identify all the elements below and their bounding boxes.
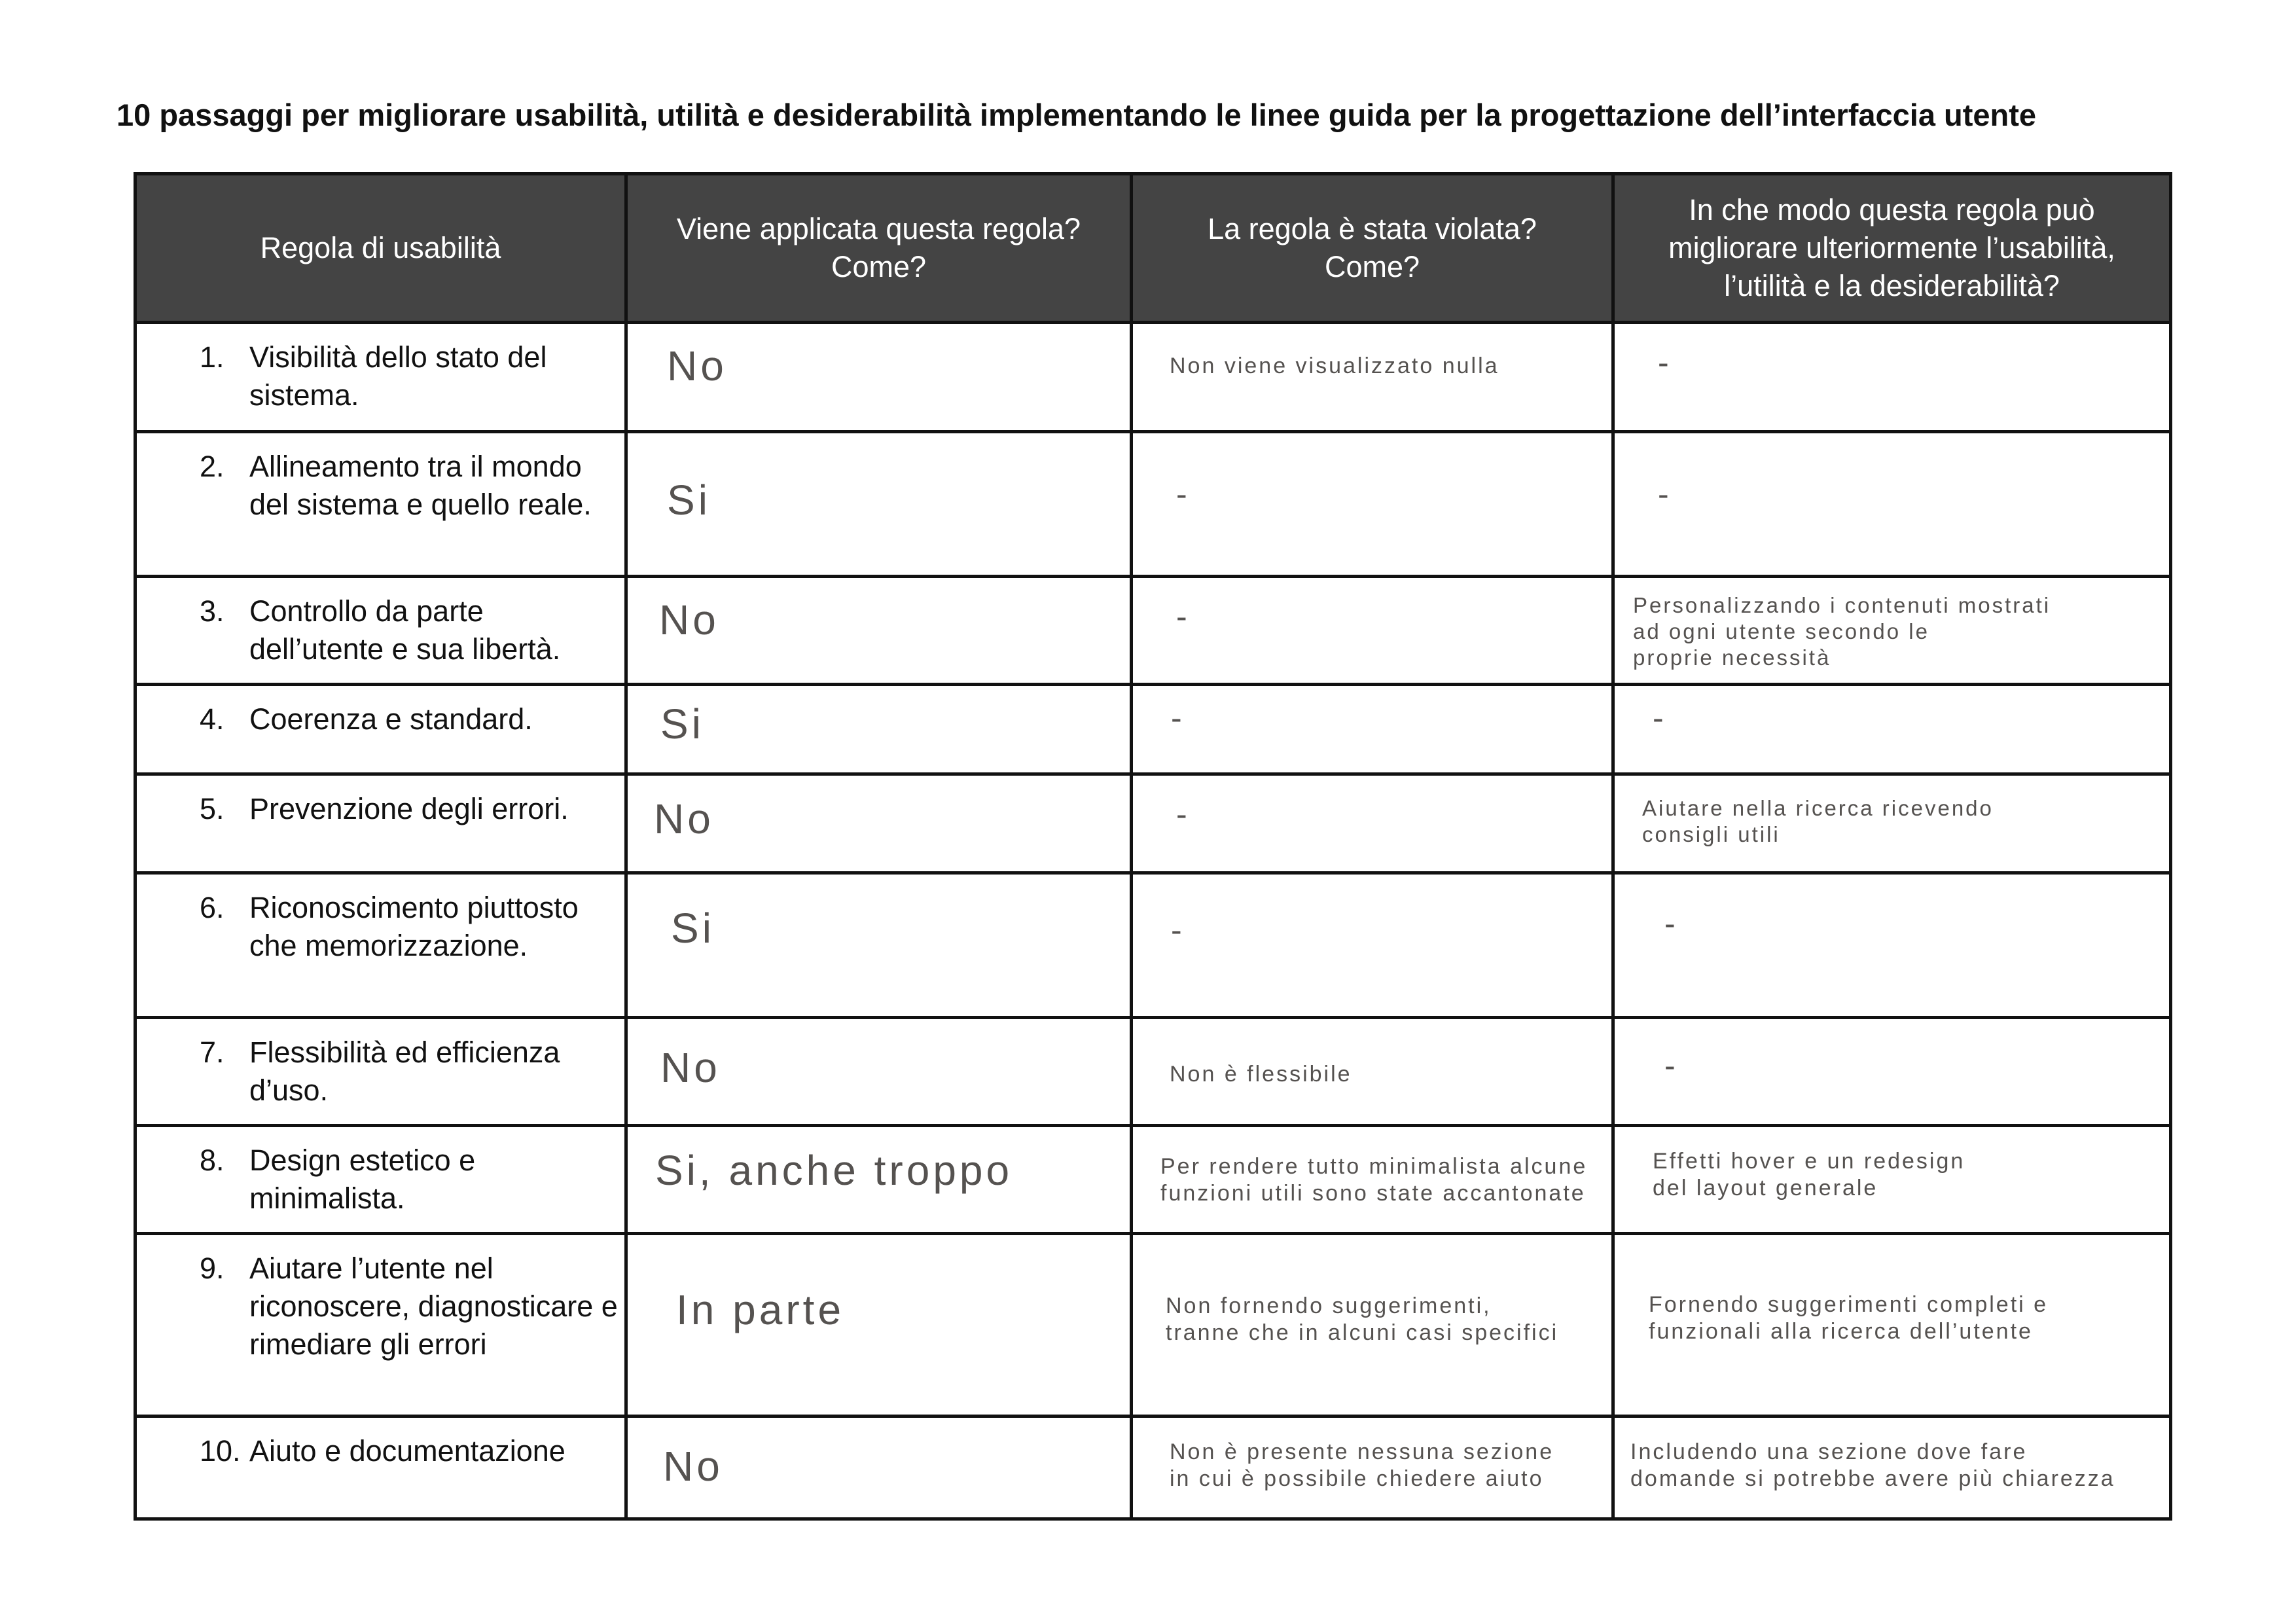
rule-cell xyxy=(135,873,626,1018)
violated-dash: - xyxy=(1176,598,1187,635)
improve-cell xyxy=(1613,1126,2171,1234)
improve-cell xyxy=(1613,323,2171,432)
violated-cell xyxy=(1132,323,1613,432)
rule-cell xyxy=(135,432,626,577)
header-violated: La regola è stata violata? Come? xyxy=(1132,174,1613,323)
rule-text: Visibilità dello stato del sistema. xyxy=(249,340,547,412)
rule-cell xyxy=(135,1416,626,1519)
violated-dash: - xyxy=(1176,796,1187,833)
rule-text: Riconoscimento piuttosto che memorizzazione. xyxy=(249,891,579,962)
rule-cell xyxy=(135,1018,626,1126)
improve-cell xyxy=(1613,873,2171,1018)
table-row xyxy=(135,774,2171,873)
applied-cell xyxy=(626,685,1132,774)
violated-cell xyxy=(1132,1234,1613,1416)
improve-dash: - xyxy=(1658,476,1669,513)
rule-text: Design estetico e minimalista. xyxy=(249,1144,476,1215)
applied-answer: No xyxy=(654,795,714,842)
rule-number: 6. xyxy=(200,891,224,924)
rule-cell xyxy=(135,1126,626,1234)
applied-cell xyxy=(626,1234,1132,1416)
improve-note: Fornendo suggerimenti completi e funzionali alla ricerca dell’utente xyxy=(1649,1292,2049,1344)
violated-cell xyxy=(1132,873,1613,1018)
applied-cell xyxy=(626,432,1132,577)
applied-cell xyxy=(626,323,1132,432)
violated-cell xyxy=(1132,432,1613,577)
rule-text: Allineamento tra il mondo del sistema e quello reale. xyxy=(249,450,592,521)
table-row xyxy=(135,1416,2171,1519)
rule-text: Aiuto e documentazione xyxy=(249,1434,565,1468)
applied-answer: No xyxy=(663,1443,723,1490)
improve-cell xyxy=(1613,1234,2171,1416)
table-row xyxy=(135,1018,2171,1126)
violated-cell xyxy=(1132,774,1613,873)
rule-number: 9. xyxy=(200,1252,224,1285)
rule-cell xyxy=(135,774,626,873)
violated-cell xyxy=(1132,1126,1613,1234)
rule-number: 3. xyxy=(200,594,224,628)
improve-cell xyxy=(1613,685,2171,774)
rule-cell xyxy=(135,685,626,774)
table-row xyxy=(135,1126,2171,1234)
improve-cell xyxy=(1613,1018,2171,1126)
table-row xyxy=(135,1234,2171,1416)
applied-cell xyxy=(626,873,1132,1018)
improve-note: Includendo una sezione dove fare domande si potrebbe avere più chiarezza xyxy=(1630,1439,2115,1491)
violated-cell xyxy=(1132,1416,1613,1519)
rule-cell xyxy=(135,577,626,685)
applied-cell xyxy=(626,1416,1132,1519)
rule-number: 1. xyxy=(200,340,224,374)
rule-text: Flessibilità ed efficienza d’uso. xyxy=(249,1036,560,1107)
violated-note: Non è flessibile xyxy=(1170,1062,1352,1087)
rule-number: 5. xyxy=(200,792,224,825)
violated-note: Non viene visualizzato nulla xyxy=(1170,353,1499,378)
rule-cell xyxy=(135,1234,626,1416)
table-row xyxy=(135,873,2171,1018)
applied-cell xyxy=(626,774,1132,873)
improve-cell xyxy=(1613,1416,2171,1519)
table-row xyxy=(135,577,2171,685)
rule-number: 7. xyxy=(200,1036,224,1069)
violated-dash: - xyxy=(1171,700,1182,736)
applied-cell xyxy=(626,1018,1132,1126)
improve-dash: - xyxy=(1658,344,1669,381)
improve-note: Personalizzando i contenuti mostrati ad ogni utente secondo le proprie necessità xyxy=(1633,593,2051,670)
rule-number: 4. xyxy=(200,702,224,736)
rule-text: Coerenza e standard. xyxy=(249,702,533,736)
rule-number: 2. xyxy=(200,450,224,483)
violated-cell xyxy=(1132,1018,1613,1126)
rule-number: 8. xyxy=(200,1144,224,1177)
usability-rules-table xyxy=(134,172,2172,1521)
applied-cell xyxy=(626,1126,1132,1234)
violated-note: Non fornendo suggerimenti, tranne che in alcuni casi specifici xyxy=(1166,1293,1559,1345)
improve-cell xyxy=(1613,577,2171,685)
rule-text: Prevenzione degli errori. xyxy=(249,792,569,825)
applied-answer: No xyxy=(660,1044,721,1091)
header-rule: Regola di usabilità xyxy=(135,174,626,323)
header-improve: In che modo questa regola può migliorare ulteriormente l’usabilità, l’utilità e la desiderabilità? xyxy=(1613,174,2171,323)
improve-cell xyxy=(1613,774,2171,873)
applied-answer: In parte xyxy=(676,1286,845,1333)
violated-dash: - xyxy=(1176,476,1187,513)
page-title: 10 passaggi per migliorare usabilità, utilità e desiderabilità implementando le linee guida per la progettazione dell’interfaccia utente xyxy=(117,98,2037,132)
improve-dash: - xyxy=(1664,905,1676,942)
table-row xyxy=(135,323,2171,432)
applied-cell xyxy=(626,577,1132,685)
applied-answer: Si xyxy=(667,477,711,524)
rule-number: 10. xyxy=(200,1434,241,1468)
improve-dash: - xyxy=(1653,700,1664,736)
rule-text: Controllo da parte dell’utente e sua libertà. xyxy=(249,594,561,666)
violated-dash: - xyxy=(1171,912,1182,948)
applied-answer: Si, anche troppo xyxy=(655,1147,1013,1194)
improve-cell xyxy=(1613,432,2171,577)
applied-answer: No xyxy=(667,342,727,389)
table-row xyxy=(135,685,2171,774)
violated-note: Per rendere tutto minimalista alcune funzioni utili sono state accantonate xyxy=(1160,1154,1588,1206)
rule-text: Aiutare l’utente nel riconoscere, diagnosticare e rimediare gli errori xyxy=(249,1252,618,1361)
rule-cell xyxy=(135,323,626,432)
improve-note: Aiutare nella ricerca ricevendo consigli utili xyxy=(1642,796,1994,846)
improve-dash: - xyxy=(1664,1047,1676,1084)
violated-note: Non è presente nessuna sezione in cui è possibile chiedere aiuto xyxy=(1170,1439,1554,1491)
applied-answer: Si xyxy=(660,700,704,748)
improve-note: Effetti hover e un redesign del layout generale xyxy=(1653,1149,1965,1200)
violated-cell xyxy=(1132,577,1613,685)
applied-answer: No xyxy=(659,596,719,643)
header-applied: Viene applicata questa regola? Come? xyxy=(626,174,1132,323)
table-header-row xyxy=(135,174,2171,323)
violated-cell xyxy=(1132,685,1613,774)
table-row xyxy=(135,432,2171,577)
applied-answer: Si xyxy=(671,905,715,952)
